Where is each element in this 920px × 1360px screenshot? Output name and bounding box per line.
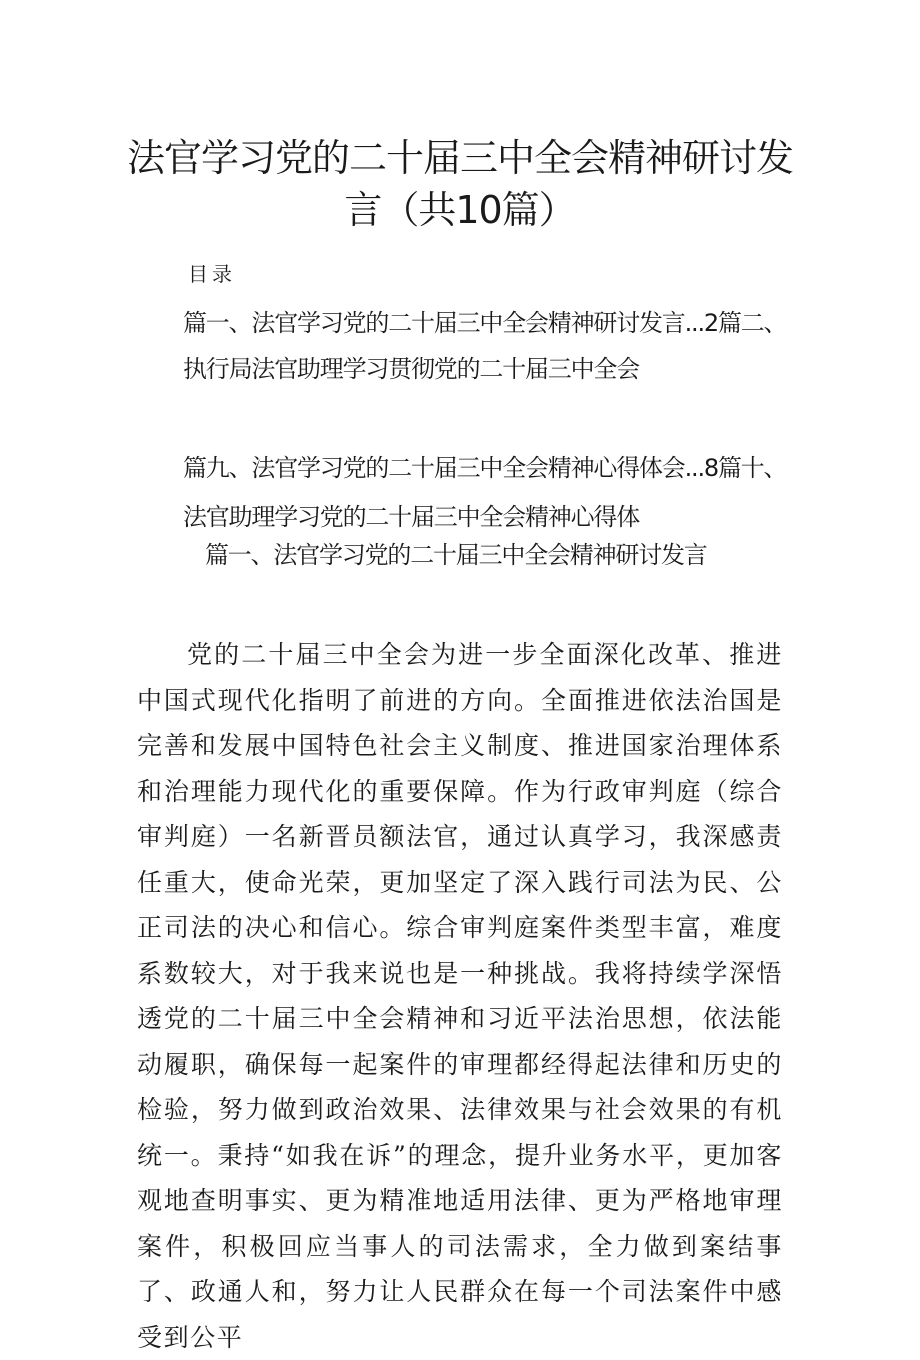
toc-entry-line: 法官助理学习党的二十届三中全会精神心得体 [183,503,639,531]
document-title-line-2: 言（共10篇） [344,188,576,232]
toc-label: 目录 [188,262,236,286]
document-title-line-1: 法官学习党的二十届三中全会精神研讨发 [126,136,793,180]
body-paragraph: 党的二十届三中全会为进一步全面深化改革、推进中国式现代化指明了前进的方向。全面推进依法治国是完善和发展中国特色社会主义制度、推进国家治理体系和治理能力现代化的重要保障。作为行政审判庭（综合审判庭）一名新晋员额法官，通过认真学习，我深感责任重大，使命光荣，更加坚定了深入践行司法为民、公正司法的决心和信心。综合审判庭案件类型丰富，难度系数较大，对于我来说也是一种挑战。我将持续学深悟透党的二十届三中全会精神和习近平法治思想，依法能动履职，确保每一起案件的审理都经得起法律和历史的检验，努力做到政治效果、法律效果与社会效果的有机统一。秉持“如我在诉”的理念，提升业务水平，更加客观地查明事实、更为精准地适用法律、更为严格地审理案件，积极回应当事人的司法需求，全力做到案结事了、政通人和，努力让人民群众在每一个司法案件中感受到公平 [137,640,783,1352]
toc-entry-line: 篇一、法官学习党的二十届三中全会精神研讨发言...2篇二、 [183,309,787,337]
toc-entry-line: 执行局法官助理学习贯彻党的二十届三中全会 [183,355,639,383]
section-heading: 篇一、法官学习党的二十届三中全会精神研讨发言 [205,541,707,569]
toc-entry-line: 篇九、法官学习党的二十届三中全会精神心得体会...8篇十、 [183,454,787,482]
